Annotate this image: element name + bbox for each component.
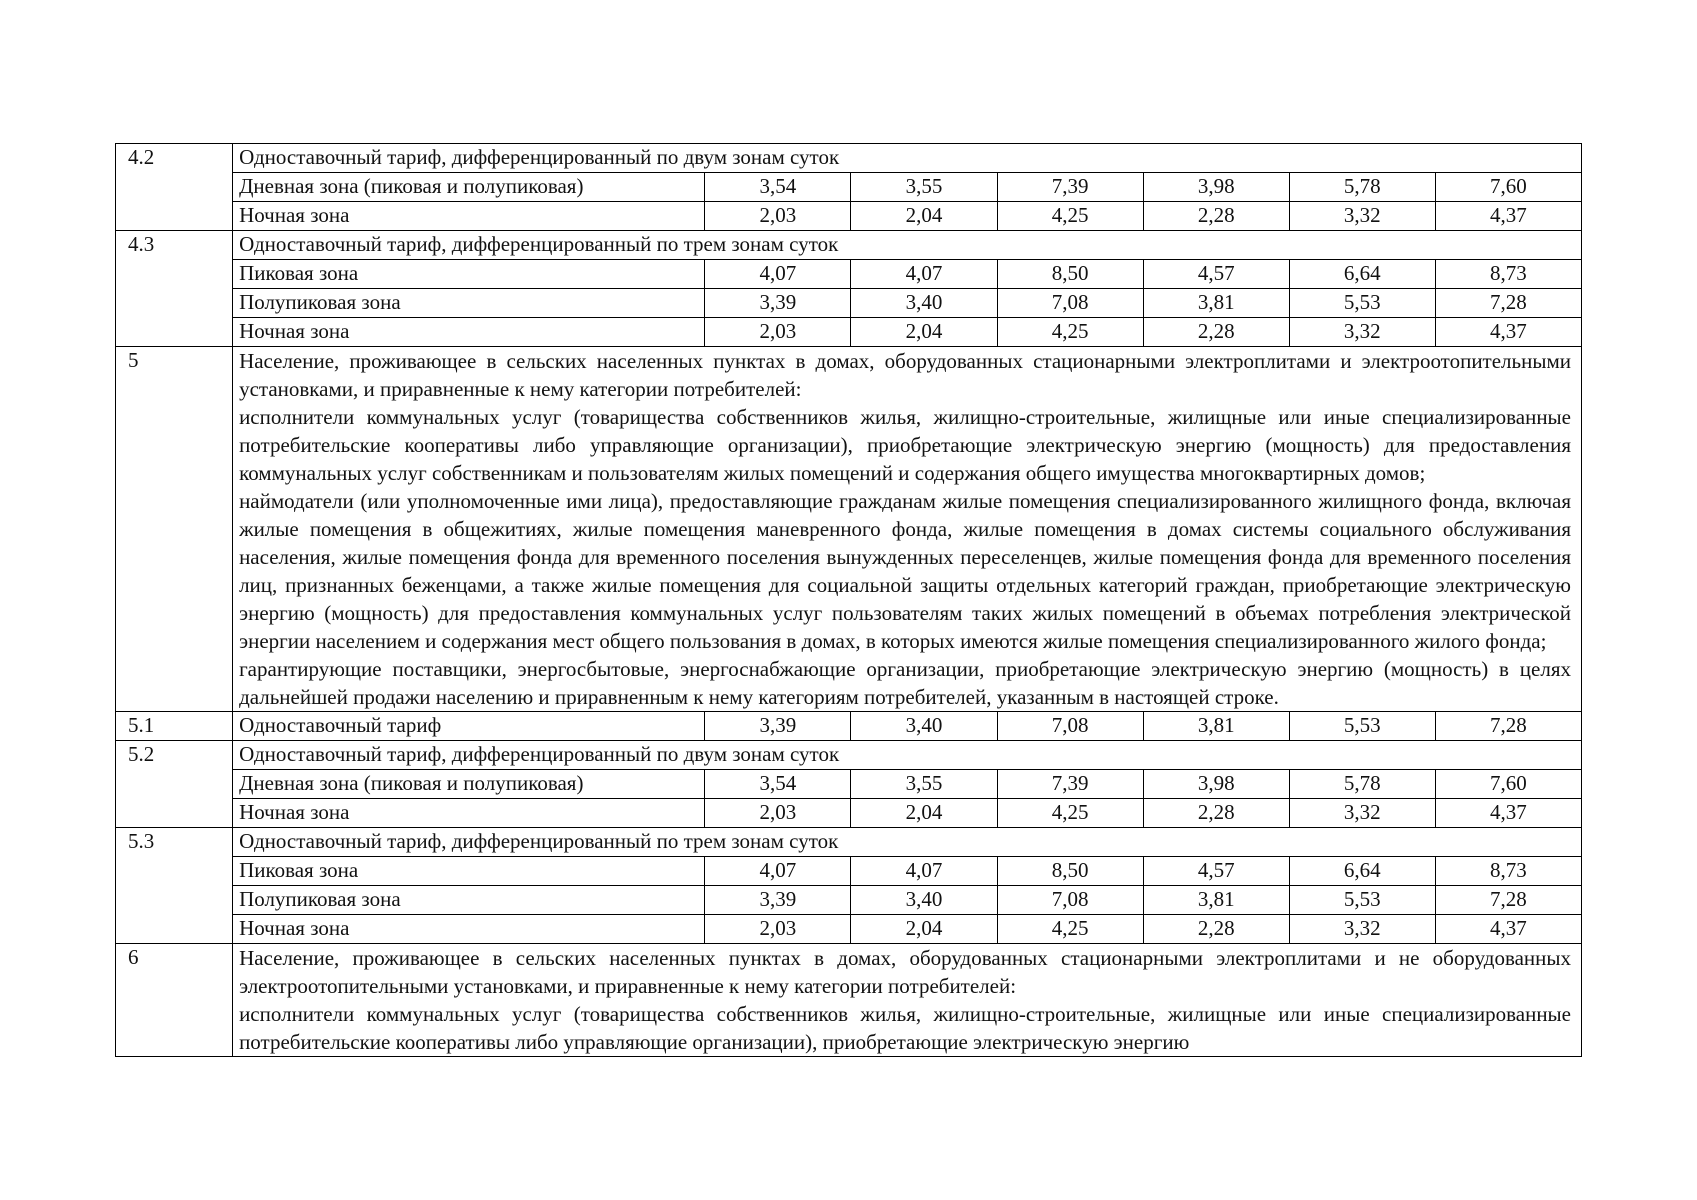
tariff-value: 4,07 — [705, 260, 851, 289]
tariff-value: 4,57 — [1143, 260, 1289, 289]
tariff-value: 3,54 — [705, 770, 851, 799]
row-label: Полупиковая зона — [233, 289, 705, 318]
tariff-value: 4,37 — [1435, 799, 1581, 828]
tariff-value: 2,04 — [851, 915, 997, 944]
tariff-value: 7,28 — [1435, 886, 1581, 915]
tariff-value: 3,40 — [851, 712, 997, 741]
tariff-row — [116, 318, 1582, 347]
tariff-value: 8,50 — [997, 260, 1143, 289]
tariff-value: 2,28 — [1143, 318, 1289, 347]
tariff-value: 4,37 — [1435, 202, 1581, 231]
tariff-value: 2,04 — [851, 318, 997, 347]
tariff-value: 3,39 — [705, 289, 851, 318]
row-number: 4.3 — [116, 231, 233, 347]
row-label: Ночная зона — [233, 318, 705, 347]
tariff-value: 3,40 — [851, 289, 997, 318]
tariff-value: 5,78 — [1289, 770, 1435, 799]
description-paragraph: гарантирующие поставщики, энергосбытовые, энергоснабжающие организации, приобретающие электрическую энергию (мощность) в целях дальнейшей продажи населению и приравненным к нему категориям потребителей, указанным в настоящей строке. — [239, 657, 1571, 709]
tariff-value: 2,03 — [705, 799, 851, 828]
tariff-value: 2,03 — [705, 915, 851, 944]
tariff-table — [115, 143, 1582, 1057]
tariff-row — [116, 886, 1582, 915]
tariff-value: 7,39 — [997, 770, 1143, 799]
tariff-value: 3,32 — [1289, 799, 1435, 828]
tariff-value: 4,07 — [851, 260, 997, 289]
row-label: Ночная зона — [233, 799, 705, 828]
tariff-value: 3,98 — [1143, 173, 1289, 202]
tariff-value: 3,39 — [705, 886, 851, 915]
tariff-value: 3,98 — [1143, 770, 1289, 799]
tariff-value: 4,57 — [1143, 857, 1289, 886]
row-label: Дневная зона (пиковая и полупиковая) — [233, 173, 705, 202]
description-paragraph: исполнители коммунальных услуг (товарищества собственников жилья, жилищно-строительные, жилищные или иные специализированные потребительские кооперативы либо управляющие организации), приобретающие электрическую энергию (мощность) для предоставления коммунальных услуг собственникам и пользователям жилых помещений и содержания общего имущества многоквартирных домов; — [239, 405, 1571, 485]
section-header: Одноставочный тариф, дифференцированный по трем зонам суток — [233, 231, 1582, 260]
description-paragraph: Население, проживающее в сельских населенных пунктах в домах, оборудованных стационарными электроплитами и не оборудованных электроотопительными установками, и приравненные к нему категории потребителей: — [239, 946, 1571, 998]
tariff-value: 3,81 — [1143, 712, 1289, 741]
tariff-value: 7,60 — [1435, 770, 1581, 799]
tariff-value: 4,37 — [1435, 915, 1581, 944]
row-label: Ночная зона — [233, 202, 705, 231]
section-row — [116, 347, 1582, 712]
tariff-value: 2,04 — [851, 202, 997, 231]
tariff-row — [116, 770, 1582, 799]
tariff-value: 7,28 — [1435, 289, 1581, 318]
tariff-value: 4,25 — [997, 915, 1143, 944]
row-number: 5.1 — [116, 712, 233, 741]
section-header-row — [116, 741, 1582, 770]
tariff-row — [116, 799, 1582, 828]
tariff-row — [116, 173, 1582, 202]
row-label: Полупиковая зона — [233, 886, 705, 915]
tariff-value: 4,07 — [705, 857, 851, 886]
section-header-row — [116, 144, 1582, 173]
document-page — [115, 143, 1582, 1057]
tariff-value: 3,54 — [705, 173, 851, 202]
tariff-value: 7,08 — [997, 886, 1143, 915]
row-label: Пиковая зона — [233, 857, 705, 886]
description-paragraph: наймодатели (или уполномоченные ими лица), предоставляющие гражданам жилые помещения специализированного жилищного фонда, включая жилые помещения в общежитиях, жилые помещения маневренного фонда, жилые помещения в домах системы социального обслуживания населения, жилые помещения фонда для временного поселения вынужденных переселенцев, жилые помещения фонда для временного поселения лиц, признанных беженцами, а также жилые помещения для социальной защиты отдельных категорий граждан, приобретающие электрическую энергию (мощность) для предоставления коммунальных услуг пользователям таких жилых помещений в объемах потребления электрической энергии населением и содержания мест общего пользования в домах, в которых имеются жилые помещения специализированного жилого фонда; — [239, 489, 1571, 653]
tariff-value: 3,81 — [1143, 289, 1289, 318]
tariff-value: 2,03 — [705, 202, 851, 231]
tariff-value: 8,50 — [997, 857, 1143, 886]
tariff-row — [116, 915, 1582, 944]
row-number: 5 — [116, 347, 233, 712]
row-number: 5.3 — [116, 828, 233, 944]
description-paragraph: исполнители коммунальных услуг (товарищества собственников жилья, жилищно-строительные, жилищные или иные специализированные потребительские кооперативы либо управляющие организации), приобретающие электрическую энергию — [239, 1002, 1571, 1054]
section-header: Одноставочный тариф, дифференцированный по двум зонам суток — [233, 741, 1582, 770]
row-label: Дневная зона (пиковая и полупиковая) — [233, 770, 705, 799]
row-label: Одноставочный тариф — [233, 712, 705, 741]
tariff-value: 7,28 — [1435, 712, 1581, 741]
tariff-value: 8,73 — [1435, 260, 1581, 289]
tariff-value: 5,53 — [1289, 289, 1435, 318]
tariff-value: 3,40 — [851, 886, 997, 915]
section-header: Одноставочный тариф, дифференцированный по трем зонам суток — [233, 828, 1582, 857]
tariff-value: 2,03 — [705, 318, 851, 347]
tariff-value: 5,53 — [1289, 712, 1435, 741]
tariff-row — [116, 289, 1582, 318]
tariff-value: 6,64 — [1289, 857, 1435, 886]
description-paragraph: Население, проживающее в сельских населенных пунктах в домах, оборудованных стационарными электроплитами и электроотопительными установками, и приравненные к нему категории потребителей: — [239, 349, 1571, 401]
row-number: 5.2 — [116, 741, 233, 828]
tariff-row — [116, 712, 1582, 741]
row-number: 6 — [116, 944, 233, 1057]
tariff-value: 3,32 — [1289, 202, 1435, 231]
tariff-value: 7,08 — [997, 289, 1143, 318]
tariff-value: 2,04 — [851, 799, 997, 828]
tariff-row — [116, 857, 1582, 886]
tariff-table-body — [116, 144, 1582, 1057]
tariff-value: 4,25 — [997, 202, 1143, 231]
tariff-value: 4,25 — [997, 799, 1143, 828]
tariff-value: 5,78 — [1289, 173, 1435, 202]
tariff-value: 7,39 — [997, 173, 1143, 202]
section-description — [233, 944, 1582, 1057]
tariff-value: 3,55 — [851, 173, 997, 202]
tariff-value: 8,73 — [1435, 857, 1581, 886]
row-label: Ночная зона — [233, 915, 705, 944]
section-header-row — [116, 828, 1582, 857]
tariff-value: 7,60 — [1435, 173, 1581, 202]
tariff-row — [116, 202, 1582, 231]
tariff-value: 2,28 — [1143, 915, 1289, 944]
tariff-value: 3,32 — [1289, 318, 1435, 347]
tariff-value: 2,28 — [1143, 799, 1289, 828]
section-row — [116, 944, 1582, 1057]
section-header-row — [116, 231, 1582, 260]
tariff-value: 3,81 — [1143, 886, 1289, 915]
tariff-value: 3,39 — [705, 712, 851, 741]
tariff-value: 4,25 — [997, 318, 1143, 347]
tariff-value: 2,28 — [1143, 202, 1289, 231]
tariff-value: 5,53 — [1289, 886, 1435, 915]
tariff-value: 7,08 — [997, 712, 1143, 741]
tariff-value: 3,32 — [1289, 915, 1435, 944]
tariff-row — [116, 260, 1582, 289]
tariff-value: 3,55 — [851, 770, 997, 799]
tariff-value: 4,37 — [1435, 318, 1581, 347]
section-description — [233, 347, 1582, 712]
tariff-value: 4,07 — [851, 857, 997, 886]
row-label: Пиковая зона — [233, 260, 705, 289]
section-header: Одноставочный тариф, дифференцированный по двум зонам суток — [233, 144, 1582, 173]
tariff-value: 6,64 — [1289, 260, 1435, 289]
row-number: 4.2 — [116, 144, 233, 231]
